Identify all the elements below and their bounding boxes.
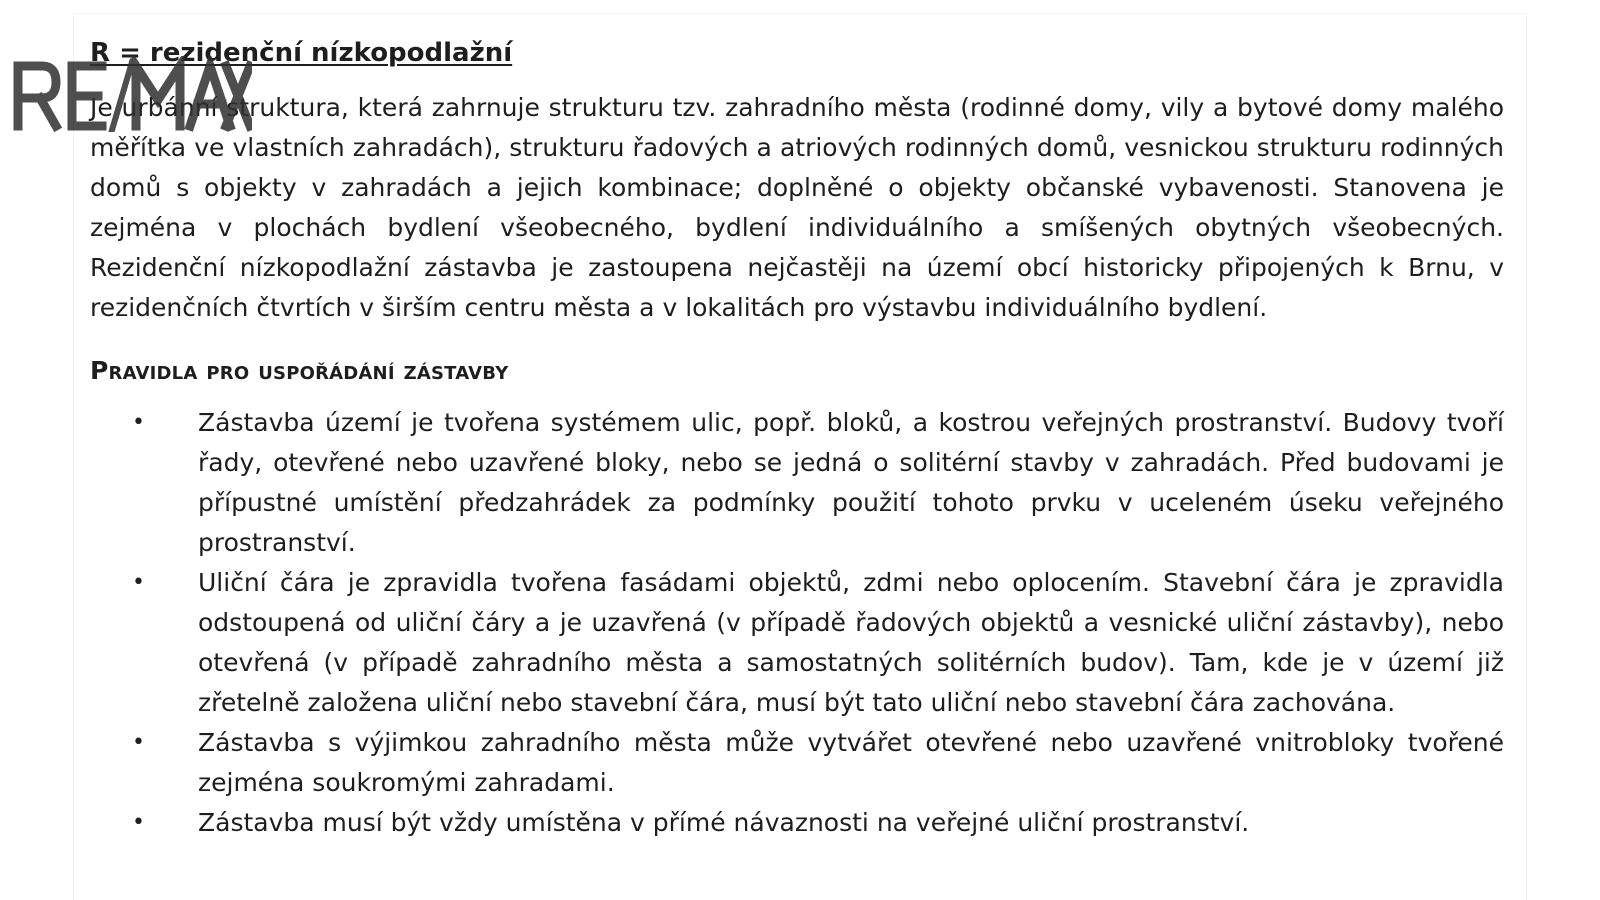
intro-paragraph: Je urbánní struktura, která zahrnuje strukturu tzv. zahradního města (rodinné domy, vily a bytové domy malého měřítka ve vlastních zahradách), strukturu řadových a atriových rodinných domů, vesnickou strukturu rodinných domů s objekty v zahradách a jejich kombinace; doplněné o objekty občanské vybavenosti. Stanovena je zejména v plochách bydlení všeobecného, bydlení individuálního a smíšených obytných všeobecných. Rezidenční nízkopodlažní zástavba je zastoupena nejčastěji na území obcí historicky připojených k Brnu, v rezidenčních čtvrtích v širším centru města a v lokalitách pro výstavbu individuálního bydlení. [90, 93, 1504, 322]
document-content [90, 30, 1504, 843]
rule-item [90, 723, 1504, 803]
rule-item [90, 563, 1504, 723]
remax-logo-watermark [12, 56, 252, 132]
bullet-icon: • [132, 410, 145, 435]
rule-text: Zástavba území je tvořena systémem ulic, popř. bloků, a kostrou veřejných prostranství. Budovy tvoří řady, otevřené nebo uzavřené bloky, nebo se jedná o solitérní stavby v zahradách. Před budovami je přípustné umístění předzahrádek za podmínky použití tohoto prvku v uceleném úseku veřejného prostranství. [198, 408, 1504, 557]
rule-item [90, 803, 1504, 843]
rule-item [90, 403, 1504, 563]
rule-text: Zástavba s výjimkou zahradního města může vytvářet otevřené nebo uzavřené vnitrobloky tvořené zejména soukromými zahradami. [198, 728, 1504, 797]
bullet-icon: • [132, 810, 145, 835]
rules-title: Pravidla pro uspořádání zástavby [90, 356, 509, 385]
bullet-icon: • [132, 570, 145, 595]
remax-logo-icon [12, 56, 252, 132]
bullet-icon: • [132, 730, 145, 755]
rule-text: Uliční čára je zpravidla tvořena fasádami objektů, zdmi nebo oplocením. Stavební čára je zpravidla odstoupená od uliční čáry a je uzavřená (v případě řadových objektů a vesnické uliční zástavby), nebo otevřená (v případě zahradního města a samostatných solitérních budov). Tam, kde je v území již zřetelně založena uliční nebo stavební čára, musí být tato uliční nebo stavební čára zachována. [198, 568, 1504, 717]
rule-text: Zástavba musí být vždy umístěna v přímé návaznosti na veřejné uliční prostranství. [198, 808, 1250, 837]
section-heading: R = rezidenční nízkopodlažní [90, 38, 513, 68]
rules-list [90, 403, 1504, 843]
